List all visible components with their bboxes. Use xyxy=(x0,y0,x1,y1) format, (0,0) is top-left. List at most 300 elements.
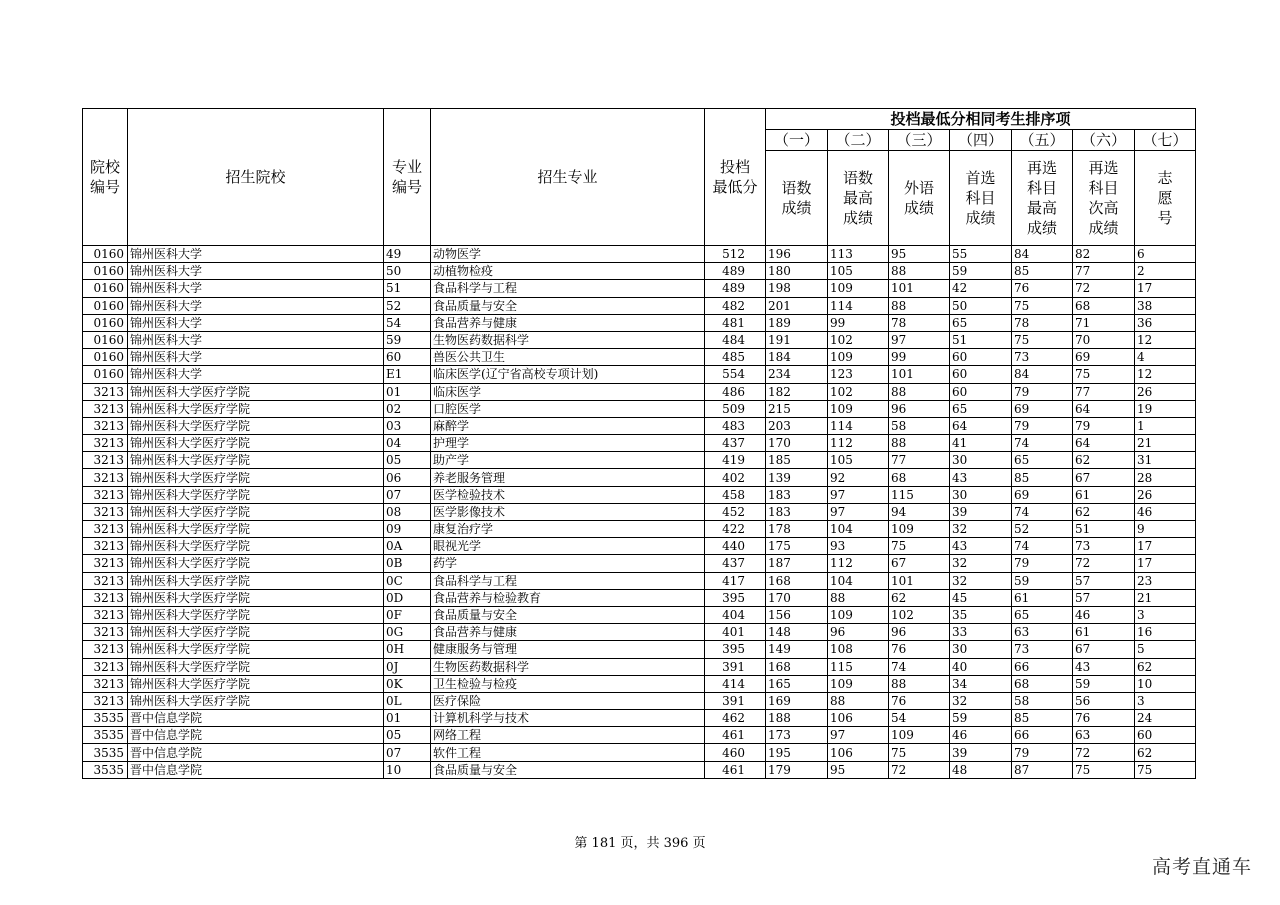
cell-sort-4: 43 xyxy=(950,469,1012,486)
table-row xyxy=(83,589,1196,606)
cell-sort-5: 52 xyxy=(1012,521,1073,538)
cell-min-score: 437 xyxy=(705,435,766,452)
cell-school-code: 3213 xyxy=(83,658,128,675)
cell-school-code: 0160 xyxy=(83,366,128,383)
cell-sort-3: 88 xyxy=(889,383,950,400)
cell-sort-5: 68 xyxy=(1012,675,1073,692)
cell-sort-5: 69 xyxy=(1012,400,1073,417)
header-school-code: 院校 编号 xyxy=(83,109,128,246)
cell-sort-1: 191 xyxy=(766,331,828,348)
header-sort-label-text: 语数 成绩 xyxy=(781,179,812,217)
header-sort-label xyxy=(1073,151,1135,246)
cell-school-name: 锦州医科大学医疗学院 xyxy=(128,383,384,400)
cell-sort-1: 148 xyxy=(766,624,828,641)
cell-sort-6: 77 xyxy=(1073,383,1135,400)
table-row xyxy=(83,435,1196,452)
cell-sort-4: 32 xyxy=(950,555,1012,572)
cell-sort-5: 66 xyxy=(1012,658,1073,675)
table-body xyxy=(83,246,1196,779)
cell-sort-1: 180 xyxy=(766,263,828,280)
table-row xyxy=(83,331,1196,348)
cell-sort-3: 54 xyxy=(889,710,950,727)
cell-school-name: 锦州医科大学医疗学院 xyxy=(128,435,384,452)
cell-school-name: 锦州医科大学医疗学院 xyxy=(128,521,384,538)
cell-min-score: 460 xyxy=(705,744,766,761)
cell-sort-3: 68 xyxy=(889,469,950,486)
cell-major-code: 03 xyxy=(384,417,431,434)
header-sort-number: （五） xyxy=(1012,130,1073,151)
cell-sort-6: 77 xyxy=(1073,263,1135,280)
cell-sort-6: 73 xyxy=(1073,538,1135,555)
table-row xyxy=(83,658,1196,675)
cell-sort-4: 35 xyxy=(950,606,1012,623)
cell-sort-5: 73 xyxy=(1012,349,1073,366)
cell-sort-2: 104 xyxy=(828,572,889,589)
cell-min-score: 401 xyxy=(705,624,766,641)
cell-sort-4: 45 xyxy=(950,589,1012,606)
cell-sort-1: 183 xyxy=(766,503,828,520)
cell-school-name: 晋中信息学院 xyxy=(128,710,384,727)
cell-sort-3: 74 xyxy=(889,658,950,675)
cell-sort-6: 72 xyxy=(1073,744,1135,761)
cell-major-code: 02 xyxy=(384,400,431,417)
cell-sort-2: 108 xyxy=(828,641,889,658)
cell-major-code: 06 xyxy=(384,469,431,486)
cell-sort-7: 24 xyxy=(1135,710,1196,727)
cell-sort-1: 149 xyxy=(766,641,828,658)
cell-major-code: 05 xyxy=(384,727,431,744)
cell-school-name: 锦州医科大学医疗学院 xyxy=(128,555,384,572)
table-row xyxy=(83,452,1196,469)
cell-major-name: 软件工程 xyxy=(431,744,705,761)
cell-sort-6: 82 xyxy=(1073,246,1135,263)
cell-sort-7: 16 xyxy=(1135,624,1196,641)
cell-sort-2: 106 xyxy=(828,710,889,727)
cell-school-code: 3213 xyxy=(83,452,128,469)
cell-school-name: 锦州医科大学医疗学院 xyxy=(128,624,384,641)
cell-school-name: 锦州医科大学医疗学院 xyxy=(128,469,384,486)
cell-major-code: 0G xyxy=(384,624,431,641)
cell-sort-2: 97 xyxy=(828,486,889,503)
cell-sort-2: 123 xyxy=(828,366,889,383)
cell-sort-7: 2 xyxy=(1135,263,1196,280)
table-row xyxy=(83,383,1196,400)
cell-sort-6: 62 xyxy=(1073,503,1135,520)
cell-sort-1: 185 xyxy=(766,452,828,469)
cell-sort-2: 112 xyxy=(828,555,889,572)
cell-sort-6: 67 xyxy=(1073,469,1135,486)
cell-sort-1: 169 xyxy=(766,692,828,709)
cell-sort-2: 99 xyxy=(828,314,889,331)
cell-sort-1: 168 xyxy=(766,658,828,675)
cell-sort-1: 173 xyxy=(766,727,828,744)
cell-sort-7: 62 xyxy=(1135,658,1196,675)
cell-sort-1: 184 xyxy=(766,349,828,366)
cell-sort-4: 60 xyxy=(950,349,1012,366)
cell-school-code: 0160 xyxy=(83,331,128,348)
cell-major-code: 49 xyxy=(384,246,431,263)
cell-sort-2: 88 xyxy=(828,589,889,606)
cell-major-name: 网络工程 xyxy=(431,727,705,744)
table-row xyxy=(83,314,1196,331)
cell-school-code: 3535 xyxy=(83,727,128,744)
cell-sort-5: 75 xyxy=(1012,297,1073,314)
cell-school-name: 锦州医科大学医疗学院 xyxy=(128,486,384,503)
table-row xyxy=(83,744,1196,761)
cell-major-name: 助产学 xyxy=(431,452,705,469)
cell-school-name: 锦州医科大学医疗学院 xyxy=(128,675,384,692)
cell-school-name: 锦州医科大学 xyxy=(128,280,384,297)
cell-sort-5: 75 xyxy=(1012,331,1073,348)
cell-sort-3: 102 xyxy=(889,606,950,623)
cell-min-score: 462 xyxy=(705,710,766,727)
cell-min-score: 461 xyxy=(705,761,766,778)
cell-school-code: 0160 xyxy=(83,349,128,366)
table-header xyxy=(83,109,1196,246)
cell-sort-3: 67 xyxy=(889,555,950,572)
cell-sort-5: 63 xyxy=(1012,624,1073,641)
cell-sort-4: 30 xyxy=(950,641,1012,658)
cell-sort-2: 104 xyxy=(828,521,889,538)
cell-school-code: 3213 xyxy=(83,538,128,555)
cell-school-code: 0160 xyxy=(83,280,128,297)
table-row xyxy=(83,400,1196,417)
cell-min-score: 422 xyxy=(705,521,766,538)
cell-sort-7: 12 xyxy=(1135,366,1196,383)
cell-sort-1: 170 xyxy=(766,589,828,606)
cell-sort-4: 50 xyxy=(950,297,1012,314)
cell-sort-5: 85 xyxy=(1012,263,1073,280)
header-sort-number: （七） xyxy=(1135,130,1196,151)
header-sort-label xyxy=(1135,151,1196,246)
table-row xyxy=(83,606,1196,623)
cell-sort-6: 69 xyxy=(1073,349,1135,366)
cell-min-score: 404 xyxy=(705,606,766,623)
cell-sort-4: 32 xyxy=(950,692,1012,709)
cell-major-code: 04 xyxy=(384,435,431,452)
cell-sort-6: 51 xyxy=(1073,521,1135,538)
cell-sort-7: 9 xyxy=(1135,521,1196,538)
cell-sort-7: 26 xyxy=(1135,486,1196,503)
cell-sort-3: 88 xyxy=(889,297,950,314)
cell-sort-4: 46 xyxy=(950,727,1012,744)
header-sort-label xyxy=(1012,151,1073,246)
cell-sort-4: 59 xyxy=(950,263,1012,280)
cell-major-code: 05 xyxy=(384,452,431,469)
cell-sort-2: 92 xyxy=(828,469,889,486)
cell-sort-2: 102 xyxy=(828,331,889,348)
cell-school-code: 3213 xyxy=(83,383,128,400)
cell-sort-4: 32 xyxy=(950,521,1012,538)
cell-school-name: 锦州医科大学医疗学院 xyxy=(128,572,384,589)
cell-min-score: 489 xyxy=(705,263,766,280)
cell-school-code: 3535 xyxy=(83,710,128,727)
table-row xyxy=(83,366,1196,383)
cell-major-code: E1 xyxy=(384,366,431,383)
cell-school-name: 锦州医科大学 xyxy=(128,349,384,366)
header-sort-label xyxy=(828,151,889,246)
cell-min-score: 402 xyxy=(705,469,766,486)
cell-sort-1: 188 xyxy=(766,710,828,727)
cell-sort-7: 21 xyxy=(1135,435,1196,452)
cell-sort-7: 4 xyxy=(1135,349,1196,366)
cell-sort-2: 102 xyxy=(828,383,889,400)
cell-school-code: 0160 xyxy=(83,263,128,280)
cell-major-name: 兽医公共卫生 xyxy=(431,349,705,366)
cell-major-code: 10 xyxy=(384,761,431,778)
cell-major-name: 临床医学 xyxy=(431,383,705,400)
header-sort-label-text: 再选 科目 次高 成绩 xyxy=(1088,159,1119,237)
table-row xyxy=(83,624,1196,641)
cell-sort-2: 109 xyxy=(828,400,889,417)
cell-sort-5: 59 xyxy=(1012,572,1073,589)
cell-major-code: 50 xyxy=(384,263,431,280)
cell-sort-4: 65 xyxy=(950,400,1012,417)
cell-major-code: 0B xyxy=(384,555,431,572)
cell-sort-1: 168 xyxy=(766,572,828,589)
table-row xyxy=(83,246,1196,263)
cell-major-name: 动物医学 xyxy=(431,246,705,263)
cell-sort-7: 1 xyxy=(1135,417,1196,434)
cell-sort-7: 5 xyxy=(1135,641,1196,658)
cell-sort-1: 179 xyxy=(766,761,828,778)
cell-school-name: 锦州医科大学 xyxy=(128,297,384,314)
cell-sort-5: 65 xyxy=(1012,452,1073,469)
cell-sort-6: 72 xyxy=(1073,555,1135,572)
cell-sort-4: 34 xyxy=(950,675,1012,692)
cell-sort-5: 76 xyxy=(1012,280,1073,297)
cell-sort-4: 32 xyxy=(950,572,1012,589)
cell-min-score: 484 xyxy=(705,331,766,348)
cell-sort-1: 156 xyxy=(766,606,828,623)
cell-min-score: 485 xyxy=(705,349,766,366)
header-sort-label-text: 外语 成绩 xyxy=(903,179,934,217)
cell-sort-6: 64 xyxy=(1073,400,1135,417)
cell-major-name: 医学检验技术 xyxy=(431,486,705,503)
cell-sort-6: 79 xyxy=(1073,417,1135,434)
cell-sort-3: 76 xyxy=(889,692,950,709)
cell-major-code: 01 xyxy=(384,710,431,727)
table-row xyxy=(83,417,1196,434)
cell-sort-7: 26 xyxy=(1135,383,1196,400)
cell-sort-5: 66 xyxy=(1012,727,1073,744)
cell-sort-3: 58 xyxy=(889,417,950,434)
cell-major-code: 0L xyxy=(384,692,431,709)
cell-sort-3: 109 xyxy=(889,521,950,538)
cell-sort-5: 84 xyxy=(1012,366,1073,383)
cell-sort-4: 64 xyxy=(950,417,1012,434)
cell-major-code: 51 xyxy=(384,280,431,297)
cell-major-name: 食品科学与工程 xyxy=(431,572,705,589)
cell-major-name: 医学影像技术 xyxy=(431,503,705,520)
header-sort-group: 投档最低分相同考生排序项 xyxy=(766,109,1196,130)
cell-sort-7: 21 xyxy=(1135,589,1196,606)
cell-sort-4: 33 xyxy=(950,624,1012,641)
cell-major-name: 生物医药数据科学 xyxy=(431,658,705,675)
cell-school-name: 锦州医科大学医疗学院 xyxy=(128,400,384,417)
cell-sort-4: 65 xyxy=(950,314,1012,331)
cell-sort-1: 182 xyxy=(766,383,828,400)
cell-sort-6: 57 xyxy=(1073,589,1135,606)
cell-school-name: 晋中信息学院 xyxy=(128,761,384,778)
cell-sort-7: 38 xyxy=(1135,297,1196,314)
cell-school-code: 0160 xyxy=(83,314,128,331)
cell-sort-5: 61 xyxy=(1012,589,1073,606)
header-sort-number: （六） xyxy=(1073,130,1135,151)
cell-major-code: 0C xyxy=(384,572,431,589)
cell-school-code: 3213 xyxy=(83,417,128,434)
cell-sort-6: 43 xyxy=(1073,658,1135,675)
cell-min-score: 512 xyxy=(705,246,766,263)
cell-sort-2: 93 xyxy=(828,538,889,555)
cell-school-code: 3213 xyxy=(83,400,128,417)
cell-school-code: 3213 xyxy=(83,435,128,452)
cell-sort-3: 72 xyxy=(889,761,950,778)
cell-sort-2: 114 xyxy=(828,297,889,314)
cell-school-code: 3213 xyxy=(83,469,128,486)
cell-major-name: 康复治疗学 xyxy=(431,521,705,538)
cell-major-name: 食品科学与工程 xyxy=(431,280,705,297)
cell-sort-7: 12 xyxy=(1135,331,1196,348)
table-row xyxy=(83,538,1196,555)
cell-sort-3: 101 xyxy=(889,366,950,383)
cell-sort-6: 46 xyxy=(1073,606,1135,623)
cell-sort-3: 101 xyxy=(889,572,950,589)
cell-sort-5: 79 xyxy=(1012,417,1073,434)
cell-major-name: 眼视光学 xyxy=(431,538,705,555)
cell-min-score: 482 xyxy=(705,297,766,314)
cell-major-name: 口腔医学 xyxy=(431,400,705,417)
cell-school-code: 3535 xyxy=(83,744,128,761)
cell-major-code: 59 xyxy=(384,331,431,348)
cell-school-name: 锦州医科大学医疗学院 xyxy=(128,606,384,623)
cell-sort-3: 76 xyxy=(889,641,950,658)
cell-school-name: 锦州医科大学医疗学院 xyxy=(128,589,384,606)
cell-school-name: 锦州医科大学医疗学院 xyxy=(128,417,384,434)
cell-major-name: 食品营养与健康 xyxy=(431,624,705,641)
cell-major-name: 护理学 xyxy=(431,435,705,452)
table-row xyxy=(83,503,1196,520)
cell-sort-6: 76 xyxy=(1073,710,1135,727)
cell-sort-2: 96 xyxy=(828,624,889,641)
cell-sort-6: 57 xyxy=(1073,572,1135,589)
cell-school-name: 锦州医科大学 xyxy=(128,366,384,383)
cell-sort-2: 109 xyxy=(828,349,889,366)
cell-major-name: 食品营养与检验教育 xyxy=(431,589,705,606)
header-sort-number: （三） xyxy=(889,130,950,151)
cell-school-code: 3213 xyxy=(83,624,128,641)
header-sort-label xyxy=(950,151,1012,246)
cell-sort-7: 46 xyxy=(1135,503,1196,520)
table-row xyxy=(83,263,1196,280)
cell-school-name: 锦州医科大学医疗学院 xyxy=(128,658,384,675)
cell-sort-3: 77 xyxy=(889,452,950,469)
cell-major-code: 08 xyxy=(384,503,431,520)
cell-sort-1: 195 xyxy=(766,744,828,761)
table-row xyxy=(83,555,1196,572)
cell-major-name: 食品质量与安全 xyxy=(431,297,705,314)
cell-min-score: 461 xyxy=(705,727,766,744)
cell-major-name: 计算机科学与技术 xyxy=(431,710,705,727)
cell-min-score: 554 xyxy=(705,366,766,383)
cell-sort-5: 85 xyxy=(1012,469,1073,486)
cell-school-name: 锦州医科大学 xyxy=(128,314,384,331)
cell-sort-5: 74 xyxy=(1012,538,1073,555)
table-row xyxy=(83,521,1196,538)
cell-sort-7: 31 xyxy=(1135,452,1196,469)
cell-min-score: 509 xyxy=(705,400,766,417)
cell-sort-2: 106 xyxy=(828,744,889,761)
header-min-score: 投档 最低分 xyxy=(705,109,766,246)
cell-sort-6: 72 xyxy=(1073,280,1135,297)
cell-sort-3: 75 xyxy=(889,744,950,761)
header-major-name: 招生专业 xyxy=(431,109,705,246)
header-sort-label-text: 首选 科目 成绩 xyxy=(965,169,996,227)
cell-sort-3: 88 xyxy=(889,675,950,692)
cell-min-score: 437 xyxy=(705,555,766,572)
cell-min-score: 417 xyxy=(705,572,766,589)
cell-school-code: 3213 xyxy=(83,521,128,538)
cell-sort-3: 115 xyxy=(889,486,950,503)
cell-sort-2: 95 xyxy=(828,761,889,778)
cell-sort-7: 36 xyxy=(1135,314,1196,331)
cell-sort-6: 75 xyxy=(1073,761,1135,778)
table-row xyxy=(83,297,1196,314)
cell-min-score: 489 xyxy=(705,280,766,297)
cell-major-name: 卫生检验与检疫 xyxy=(431,675,705,692)
cell-major-name: 药学 xyxy=(431,555,705,572)
cell-sort-2: 114 xyxy=(828,417,889,434)
cell-sort-6: 61 xyxy=(1073,624,1135,641)
cell-sort-3: 101 xyxy=(889,280,950,297)
cell-sort-3: 96 xyxy=(889,400,950,417)
cell-major-code: 0H xyxy=(384,641,431,658)
cell-sort-5: 78 xyxy=(1012,314,1073,331)
cell-major-code: 0A xyxy=(384,538,431,555)
watermark-text: 高考直通车 xyxy=(1151,856,1252,878)
cell-min-score: 391 xyxy=(705,658,766,675)
cell-sort-4: 60 xyxy=(950,366,1012,383)
cell-major-code: 07 xyxy=(384,744,431,761)
cell-sort-4: 59 xyxy=(950,710,1012,727)
cell-sort-5: 69 xyxy=(1012,486,1073,503)
cell-school-name: 锦州医科大学医疗学院 xyxy=(128,641,384,658)
cell-sort-1: 189 xyxy=(766,314,828,331)
cell-sort-3: 78 xyxy=(889,314,950,331)
cell-sort-6: 62 xyxy=(1073,452,1135,469)
cell-sort-3: 94 xyxy=(889,503,950,520)
header-sort-label-text: 语数 最高 成绩 xyxy=(842,169,873,227)
cell-sort-7: 62 xyxy=(1135,744,1196,761)
cell-sort-3: 96 xyxy=(889,624,950,641)
cell-sort-3: 62 xyxy=(889,589,950,606)
cell-sort-6: 75 xyxy=(1073,366,1135,383)
cell-sort-2: 97 xyxy=(828,503,889,520)
cell-sort-6: 61 xyxy=(1073,486,1135,503)
cell-sort-1: 170 xyxy=(766,435,828,452)
cell-school-code: 0160 xyxy=(83,246,128,263)
cell-sort-7: 17 xyxy=(1135,555,1196,572)
cell-major-code: 09 xyxy=(384,521,431,538)
cell-sort-2: 109 xyxy=(828,606,889,623)
cell-min-score: 395 xyxy=(705,589,766,606)
cell-sort-7: 6 xyxy=(1135,246,1196,263)
cell-sort-2: 105 xyxy=(828,263,889,280)
table-row xyxy=(83,727,1196,744)
table-row xyxy=(83,469,1196,486)
cell-sort-2: 115 xyxy=(828,658,889,675)
cell-school-code: 3213 xyxy=(83,589,128,606)
